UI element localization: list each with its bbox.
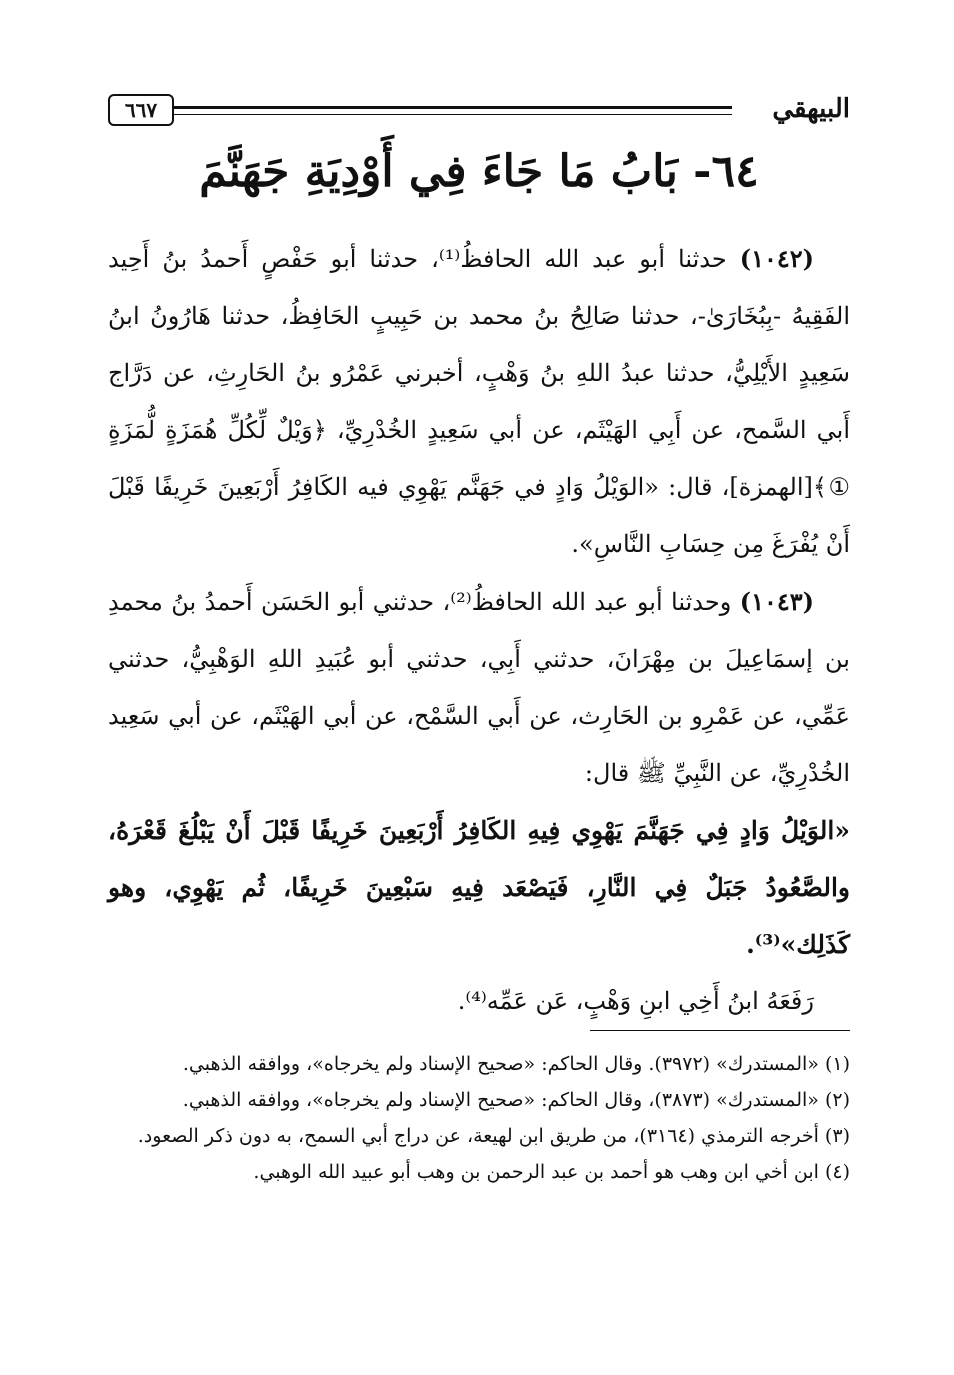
closing-note: رَفَعَهُ ابنُ أَخِي ابنِ وَهْبٍ، عَن عَمِّه⁽⁴⁾. <box>457 987 814 1015</box>
footnote-divider <box>590 1030 850 1031</box>
hadith-number: (١٠٤٣) <box>739 587 814 616</box>
chapter-title: ٦٤- بَابُ مَا جَاءَ فِي أَوْدِيَةِ جَهَنَّمَ <box>199 146 759 197</box>
hadith-quote: «الوَيْلُ وَادٍ فِي جَهَنَّمَ يَهْوِي فِيهِ الكَافِرُ أَرْبَعِينَ خَرِيفًا قَبْلَ أَنْ يَبْلُغَ قَعْرَهُ، والصَّعُودُ جَبَلٌ فِي النَّارِ، فَيَصْعَد فِيهِ سَبْعِينَ خَرِيفًا، ثُم يَهْوِي، وهو كَذَلِك»⁽³⁾. <box>108 816 850 959</box>
hadith-1042 <box>108 230 850 573</box>
footnote-4: (٤) ابن أخي ابن وهب هو أحمد بن عبد الرحمن بن وهب أبو عبيد الله الوهبي. <box>253 1161 850 1183</box>
hadith-text: حدثنا أبو عبد الله الحافظُ⁽¹⁾، حدثنا أبو حَفْصٍ أَحمدُ بنُ أَحِيد الفَقِيهُ -بِبُخَارَىٰ-، حدثنا صَالِحُ بنُ محمد بن حَبِيبٍ الحَافِظُ، حدثنا هَارُونُ ابنُ سَعِيدٍ الأَيْلِيُّ، حدثنا عبدُ اللهِ بنُ وَهْبٍ، أخبرني عَمْرُو بنُ الحَارِثِ، عن دَرَّاج أَبي السَّمح، عن أَبِي الهَيْثَم، عن أبي سَعِيدٍ الخُدْرِيِّ، ﴿وَيْلٌ لِّكُلِّ هُمَزَةٍ لُّمَزَةٍ ①﴾[الهمزة]، قال: «الوَيْلُ وَادٍ في جَهَنَّم يَهْوِي فيه الكَافِرُ أَرْبَعِينَ خَرِيفًا قَبْلَ أَنْ يُفْرَغَ مِن حِسَابِ النَّاسِ». <box>108 245 850 558</box>
footnote-3: (٣) أخرجه الترمذي (٣١٦٤)، من طريق ابن لهيعة، عن دراج أبي السمح، به دون ذكر الصعود. <box>137 1125 850 1147</box>
book-logo: البيهقي <box>772 94 850 124</box>
footnotes <box>108 1046 850 1190</box>
page-header <box>108 92 850 128</box>
hadith-text: وحدثنا أبو عبد الله الحافظُ⁽²⁾، حدثني أبو الحَسَن أَحمدُ بنُ محمدِ بن إسمَاعِيلَ بن مِهْرَانَ، حدثني أَبِي، حدثني أبو عُبَيدِ اللهِ الوَهْبِيُّ، حدثني عَمِّي، عن عَمْرِو بن الحَارِث، عن أَبي السَّمْح، عن أبي الهَيْثَم، عن أبي سَعِيد الخُدْرِيِّ، عن النَّبِيِّ ﷺ قال: <box>108 588 850 787</box>
page-number: ٦٦٧ <box>108 94 174 126</box>
footnote-2: (٢) «المستدرك» (٣٨٧٣)، وقال الحاكم: «صحيح الإسناد ولم يخرجاه»، ووافقه الذهبي. <box>182 1089 850 1111</box>
hadith-1043 <box>108 573 850 802</box>
hadith-number: (١٠٤٢) <box>739 244 814 273</box>
main-text <box>108 230 850 1030</box>
footnote-1: (١) «المستدرك» (٣٩٧٢). وقال الحاكم: «صحيح الإسناد ولم يخرجاه»، ووافقه الذهبي. <box>182 1053 850 1075</box>
header-rule <box>174 106 732 115</box>
